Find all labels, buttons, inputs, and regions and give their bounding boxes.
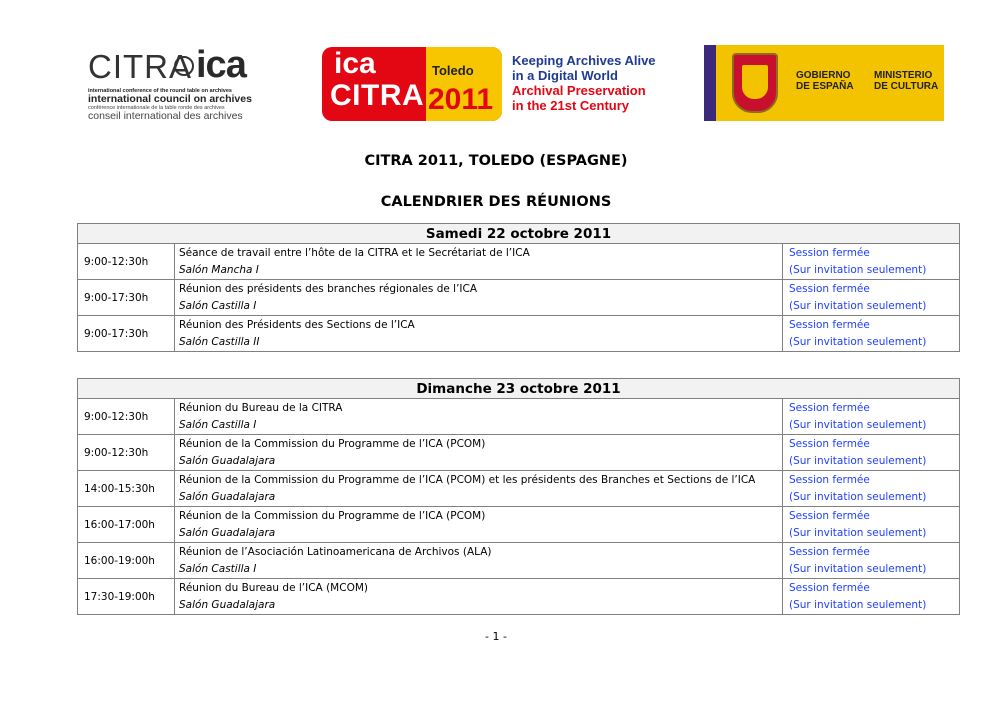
meeting-title: Réunion de la Commission du Programme de l’ICA (PCOM) xyxy=(179,509,486,522)
status-label: Session fermée xyxy=(789,437,870,450)
schedule-row xyxy=(78,316,960,352)
status-label: Session fermée xyxy=(789,545,870,558)
meeting-room: Salón Mancha I xyxy=(179,263,259,276)
status-label: Session fermée xyxy=(789,509,870,522)
flag-bar xyxy=(704,45,716,121)
schedule-row xyxy=(78,399,960,435)
meeting-title: Réunion des Présidents des Sections de l’ICA xyxy=(179,318,415,331)
meeting-title: Réunion de la Commission du Programme de l’ICA (PCOM) xyxy=(179,437,486,450)
logo-left-line1: international conference of the round table on archives xyxy=(88,88,232,94)
logo-tagline xyxy=(512,53,656,113)
status-label: Session fermée xyxy=(789,581,870,594)
logo-citra-text: CITRA xyxy=(88,48,192,85)
schedule-row xyxy=(78,579,960,615)
day-heading: Dimanche 23 octobre 2011 xyxy=(78,379,960,399)
meeting-time: 9:00-17:30h xyxy=(78,316,175,352)
meeting-status xyxy=(783,244,960,280)
meeting-time: 16:00-17:00h xyxy=(78,507,175,543)
meeting-room: Salón Castilla I xyxy=(179,562,257,575)
globe-icon xyxy=(174,56,194,76)
meeting-description xyxy=(175,435,783,471)
gobierno-line2: DE ESPAÑA xyxy=(796,81,854,92)
meeting-room: Salón Guadalajara xyxy=(179,490,276,503)
meeting-title: Réunion du Bureau de la CITRA xyxy=(179,401,343,414)
meeting-status xyxy=(783,399,960,435)
status-note: (Sur invitation seulement) xyxy=(789,526,927,539)
status-note: (Sur invitation seulement) xyxy=(789,299,927,312)
meeting-description xyxy=(175,316,783,352)
status-note: (Sur invitation seulement) xyxy=(789,454,927,467)
meeting-room: Salón Castilla I xyxy=(179,299,257,312)
meeting-status xyxy=(783,579,960,615)
coat-of-arms-icon xyxy=(732,53,778,113)
badge-city: Toledo xyxy=(432,63,474,78)
meeting-status xyxy=(783,471,960,507)
logo-left-line4: conseil international des archives xyxy=(88,110,243,123)
meeting-description xyxy=(175,579,783,615)
logo-left-line2: international council on archives xyxy=(88,93,252,105)
schedule-row xyxy=(78,471,960,507)
meeting-room: Salón Guadalajara xyxy=(179,526,276,539)
meeting-description xyxy=(175,471,783,507)
status-label: Session fermée xyxy=(789,473,870,486)
tagline-line3: Archival Preservation xyxy=(512,83,646,98)
schedule-row xyxy=(78,435,960,471)
ministerio-line2: DE CULTURA xyxy=(874,81,939,92)
citra-toledo-2011-logo xyxy=(322,47,677,123)
page-number: - 1 - xyxy=(485,630,507,643)
meeting-status xyxy=(783,435,960,471)
meeting-time: 9:00-17:30h xyxy=(78,280,175,316)
meeting-time: 9:00-12:30h xyxy=(78,399,175,435)
schedule-row xyxy=(78,280,960,316)
tagline-line1: Keeping Archives Alive xyxy=(512,53,656,68)
meeting-room: Salón Guadalajara xyxy=(179,598,276,611)
meeting-description xyxy=(175,543,783,579)
schedule-row xyxy=(78,244,960,280)
meeting-description xyxy=(175,244,783,280)
status-note: (Sur invitation seulement) xyxy=(789,562,927,575)
status-note: (Sur invitation seulement) xyxy=(789,598,927,611)
meeting-time: 17:30-19:00h xyxy=(78,579,175,615)
citra-ica-logo xyxy=(88,46,253,122)
meeting-title: Réunion de la Commission du Programme de l’ICA (PCOM) et les présidents des Branches et Sections de l’ICA xyxy=(179,473,756,486)
meeting-status xyxy=(783,316,960,352)
document-subtitle: CALENDRIER DES RÉUNIONS xyxy=(380,194,612,210)
badge-citra: CITRA xyxy=(330,79,425,112)
meeting-title: Réunion de l’Asociación Latinoamericana de Archivos (ALA) xyxy=(179,545,492,558)
status-note: (Sur invitation seulement) xyxy=(789,418,927,431)
meeting-time: 16:00-19:00h xyxy=(78,543,175,579)
meeting-room: Salón Castilla I xyxy=(179,418,257,431)
status-note: (Sur invitation seulement) xyxy=(789,490,927,503)
meeting-time: 9:00-12:30h xyxy=(78,435,175,471)
logo-left-line3: conférence internationale de la table ronde des archives xyxy=(88,105,225,112)
meeting-description xyxy=(175,280,783,316)
meeting-title: Réunion du Bureau de l’ICA (MCOM) xyxy=(179,581,368,594)
tagline-line4: in the 21st Century xyxy=(512,98,630,113)
schedule-table-day-1 xyxy=(77,223,960,352)
status-label: Session fermée xyxy=(789,318,870,331)
gobierno-label xyxy=(796,70,854,92)
meeting-time: 9:00-12:30h xyxy=(78,244,175,280)
status-label: Session fermée xyxy=(789,282,870,295)
meeting-description xyxy=(175,399,783,435)
meeting-time: 14:00-15:30h xyxy=(78,471,175,507)
meeting-room: Salón Guadalajara xyxy=(179,454,276,467)
schedule-row xyxy=(78,543,960,579)
tagline-line2: in a Digital World xyxy=(512,68,618,83)
meeting-description xyxy=(175,507,783,543)
meeting-title: Séance de travail entre l’hôte de la CITRA et le Secrétariat de l’ICA xyxy=(179,246,530,259)
status-label: Session fermée xyxy=(789,401,870,414)
citra-badge xyxy=(322,47,502,121)
gobierno-line1: GOBIERNO xyxy=(796,70,851,81)
document-title: CITRA 2011, TOLEDO (ESPAGNE) xyxy=(364,153,628,169)
ministerio-line1: MINISTERIO xyxy=(874,70,933,81)
status-note: (Sur invitation seulement) xyxy=(789,335,927,348)
schedule-row xyxy=(78,507,960,543)
meeting-title: Réunion des présidents des branches régionales de l’ICA xyxy=(179,282,478,295)
meeting-status xyxy=(783,280,960,316)
schedule-table-day-2 xyxy=(77,378,960,615)
day-heading: Samedi 22 octobre 2011 xyxy=(78,224,960,244)
status-label: Session fermée xyxy=(789,246,870,259)
citra-ica-wordmark xyxy=(88,46,253,86)
meeting-status xyxy=(783,507,960,543)
badge-ica: ica xyxy=(334,47,376,80)
logo-ica-text: ica xyxy=(196,44,246,86)
badge-year: 2011 xyxy=(428,83,494,116)
meeting-status xyxy=(783,543,960,579)
ministerio-label xyxy=(874,70,938,92)
meeting-room: Salón Castilla II xyxy=(179,335,260,348)
status-note: (Sur invitation seulement) xyxy=(789,263,927,276)
gobierno-espana-logo xyxy=(704,45,944,121)
